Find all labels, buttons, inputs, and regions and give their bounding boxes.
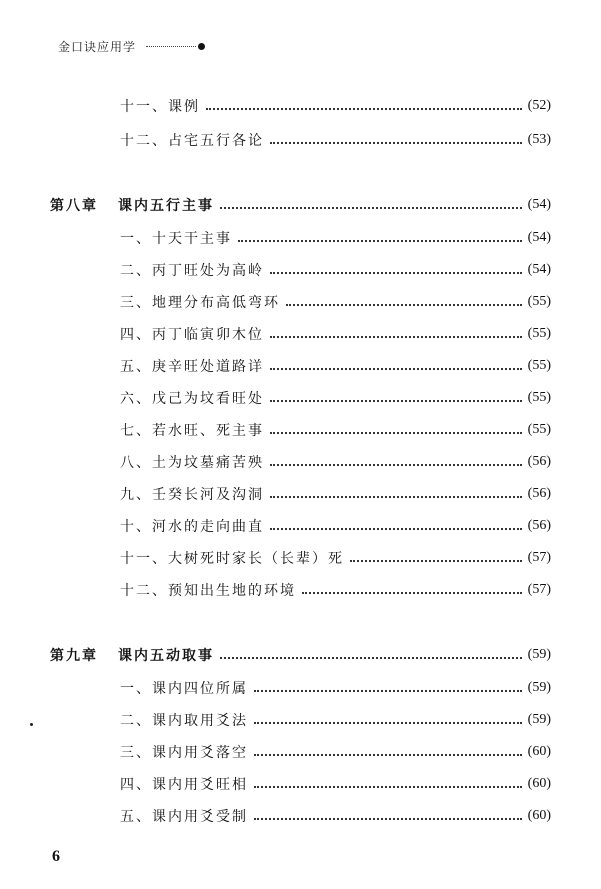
toc-entry-title: 二、丙丁旺处为高岭 [120,263,264,279]
dot-leader [302,592,522,594]
toc-entry-title: 一、十天干主事 [120,231,232,247]
toc-entry-title: 十一、大树死时家长（长辈）死 [120,551,344,567]
toc-entry-title: 九、壬癸长河及沟洞 [120,487,264,503]
toc-entry-title: 一、课内四位所属 [120,681,248,697]
toc-entry[interactable] [120,228,551,248]
toc-chapter-entry[interactable] [50,195,551,215]
toc-entry-title: 三、地理分布高低弯环 [120,295,280,311]
toc-entry-title: 十二、占宅五行各论 [120,133,264,149]
toc-entry-page: (59) [527,647,551,662]
toc-entry-page: (57) [527,582,551,597]
toc-entry[interactable] [120,806,551,826]
dot-leader [254,786,522,788]
toc-entry[interactable] [120,130,551,150]
toc-entry-page: (54) [527,262,551,277]
toc-entry-title: 十一、课例 [120,99,200,115]
dot-leader [254,722,522,724]
toc-entry[interactable] [120,580,551,600]
dot-leader [254,690,522,692]
toc-entry-page: (54) [527,230,551,245]
toc-entry[interactable] [120,260,551,280]
toc-entry-title: 二、课内取用爻法 [120,713,248,729]
dot-leader [286,304,522,306]
dot-leader [254,754,522,756]
toc-entry-title: 八、土为坟墓痛苦殃 [120,455,264,471]
toc-entry-page: (56) [527,518,551,533]
toc-entry-page: (56) [527,454,551,469]
dot-leader [270,496,522,498]
toc-entry-page: (57) [527,550,551,565]
running-head-title: 金口诀应用学 [58,40,137,54]
toc-entry-title: 三、课内用爻落空 [120,745,248,761]
running-head-dot [198,43,205,50]
stray-ink-mark [30,723,33,726]
toc-entry-page: (55) [527,390,551,405]
dot-leader [270,368,522,370]
dot-leader [206,108,522,110]
toc-entry-title: 十、河水的走向曲直 [120,519,264,535]
toc-entry-title: 五、庚辛旺处道路详 [120,359,264,375]
toc-entry[interactable] [120,324,551,344]
toc-entry-page: (55) [527,422,551,437]
toc-entry-page: (55) [527,326,551,341]
toc-entry[interactable] [120,548,551,568]
dot-leader [220,657,522,659]
toc-entry[interactable] [120,742,551,762]
dot-leader [254,818,522,820]
toc-entry-page: (55) [527,294,551,309]
toc-entry-page: (60) [527,808,551,823]
toc-entry-title: 四、课内用爻旺相 [120,777,248,793]
toc-entry-page: (56) [527,486,551,501]
toc-chapter-entry[interactable] [50,645,551,665]
dot-leader [270,464,522,466]
toc-entry-page: (55) [527,358,551,373]
toc-entry[interactable] [120,678,551,698]
toc-entry-title: 四、丙丁临寅卯木位 [120,327,264,343]
running-head [58,38,205,55]
toc-entry[interactable] [120,452,551,472]
toc-entry-title: 六、戊己为坟看旺处 [120,391,264,407]
running-head-rule [146,46,196,47]
toc-entry[interactable] [120,356,551,376]
page-number: 6 [52,848,60,865]
dot-leader [270,336,522,338]
dot-leader [350,560,522,562]
toc-entry-title: 五、课内用爻受制 [120,809,248,825]
dot-leader [270,528,522,530]
toc-entry-title: 七、若水旺、死主事 [120,423,264,439]
toc-entry-page: (54) [527,197,551,212]
toc-entry-page: (60) [527,744,551,759]
toc-entry-page: (52) [527,98,551,113]
dot-leader [220,207,522,209]
toc-entry-page: (59) [527,680,551,695]
chapter-title: 课内五动取事 [118,648,214,664]
toc-entry[interactable] [120,484,551,504]
toc-entry-page: (59) [527,712,551,727]
chapter-number: 第九章 [50,648,98,664]
dot-leader [238,240,522,242]
toc-entry[interactable] [120,96,551,116]
dot-leader [270,142,522,144]
dot-leader [270,272,522,274]
toc-entry[interactable] [120,292,551,312]
chapter-title: 课内五行主事 [118,198,214,214]
toc-entry-page: (60) [527,776,551,791]
toc-entry[interactable] [120,774,551,794]
toc-entry-page: (53) [527,132,551,147]
toc-entry[interactable] [120,516,551,536]
chapter-number: 第八章 [50,198,98,214]
toc-entry[interactable] [120,420,551,440]
dot-leader [270,400,522,402]
dot-leader [270,432,522,434]
toc-entry[interactable] [120,710,551,730]
toc-entry-title: 十二、预知出生地的环境 [120,583,296,599]
toc-entry[interactable] [120,388,551,408]
